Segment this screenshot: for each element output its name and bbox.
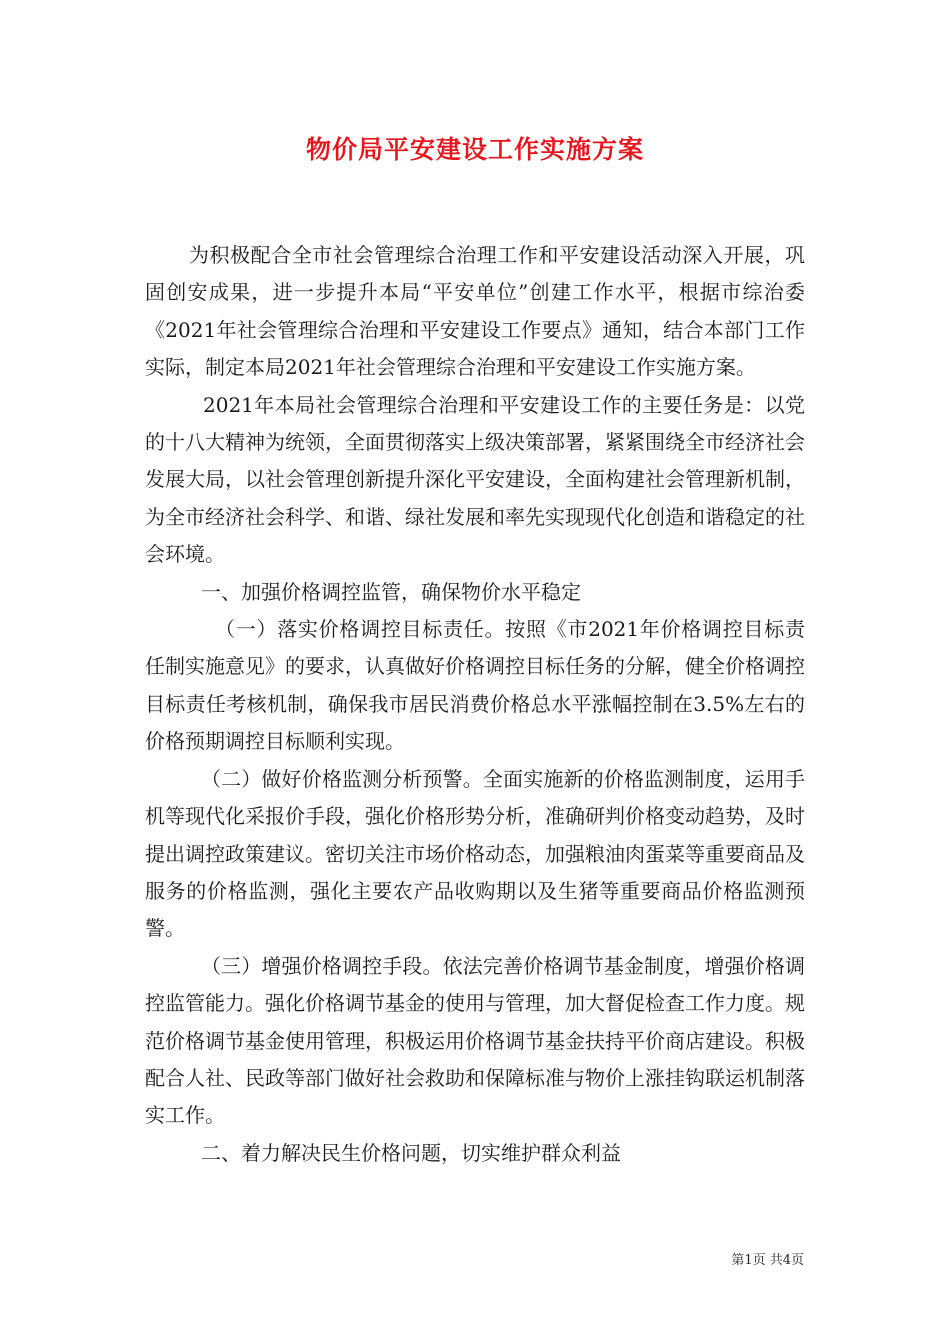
paragraph-intro: 为积极配合全市社会管理综合治理工作和平安建设活动深入开展，巩固创安成果，进一步提升本局“平安单位”创建工作水平，根据市综治委《2021年社会管理综合治理和平安建设工作要点》通知，结合本部门工作实际，制定本局2021年社会管理综合治理和平安建设工作实施方案。	[145, 243, 805, 380]
paragraph-item-3: （三）增强价格调控手段。依法完善价格调节基金制度，增强价格调控监管能力。强化价格调节基金的使用与管理，加大督促检查工作力度。规范价格调节基金使用管理，积极运用价格调节基金扶持平价商店建设。积极配合人社、民政等部门做好社会救助和保障标准与物价上涨挂钩联运机制落实工作。	[145, 953, 805, 1128]
page-number: 第1页 共4页	[731, 1253, 804, 1268]
paragraph-main-tasks: 2021年本局社会管理综合治理和平安建设工作的主要任务是：以党的十八大精神为统领，全面贯彻落实上级决策部署，紧紧围绕全市经济社会发展大局，以社会管理创新提升深化平安建设，全面构建社会管理新机制，为全市经济社会科学、和谐、绿社发展和率先实现现代化创造和谐稳定的社会环境。	[145, 392, 805, 567]
paragraph-item-2: （二）做好价格监测分析预警。全面实施新的价格监测制度，运用手机等现代化采报价手段，强化价格形势分析，准确研判价格变动趋势，及时提出调控政策建议。密切关注市场价格动态，加强粮油肉蛋菜等重要商品及服务的价格监测，强化主要农产品收购期以及生猪等重要商品价格监测预警。	[145, 766, 805, 941]
document-body	[145, 237, 805, 1172]
section-heading-2: 二、着力解决民生价格问题，切实维护群众利益	[201, 1140, 621, 1165]
document-title: 物价局平安建设工作实施方案	[305, 135, 644, 164]
paragraph-item-1: （一）落实价格调控目标责任。按照《市2021年价格调控目标责任制实施意见》的要求，认真做好价格调控目标任务的分解，健全价格调控目标责任考核机制，确保我市居民消费价格总水平涨幅控制在3.5%左右的价格预期调控目标顺利实现。	[145, 617, 805, 754]
section-heading-1: 一、加强价格调控监管，确保物价水平稳定	[201, 579, 581, 604]
